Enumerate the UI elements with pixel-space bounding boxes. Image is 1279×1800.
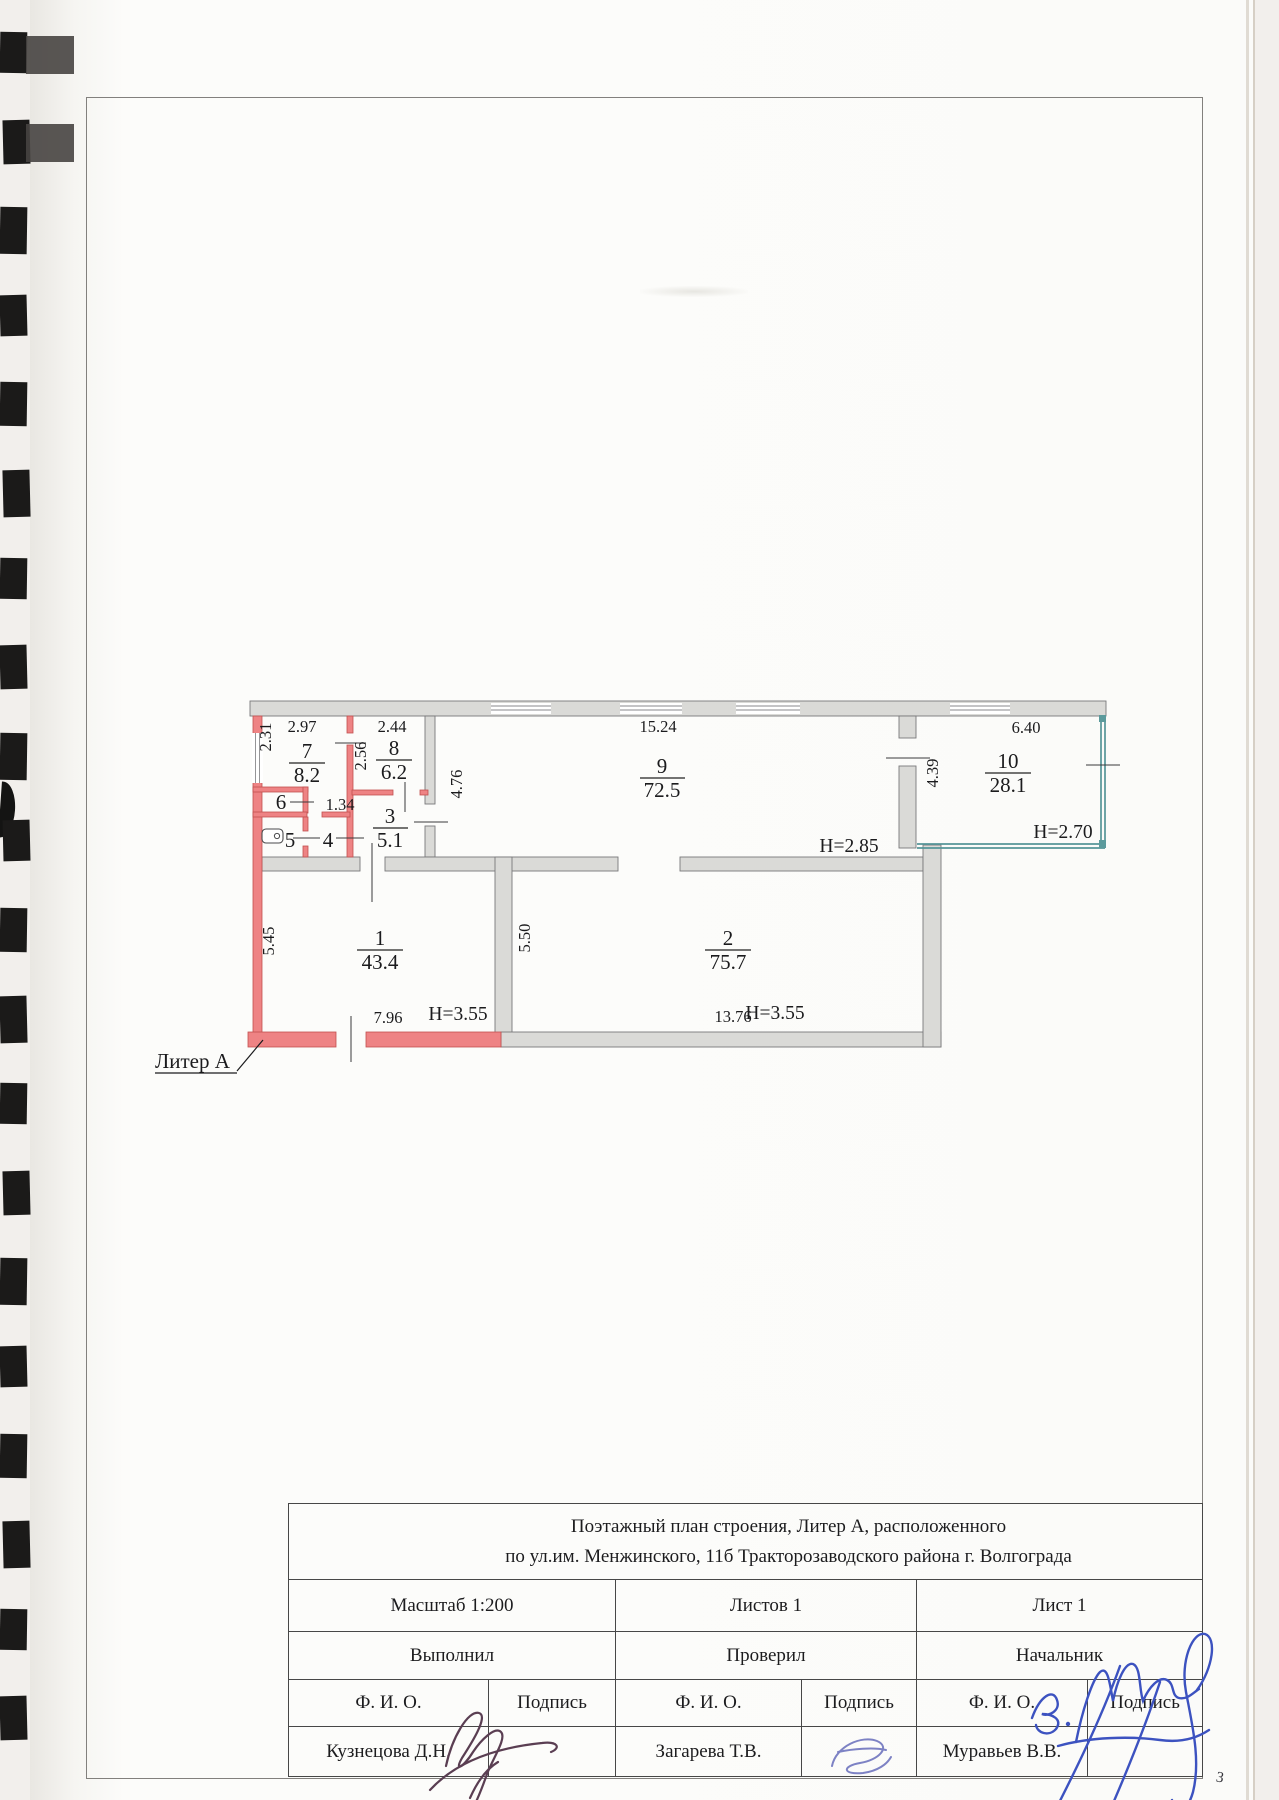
svg-text:9: 9 [656,754,668,778]
binder-hole-shadow [26,36,74,74]
title-cell [289,1504,1202,1579]
room-label-3 [373,804,408,852]
dim-room9-height: 4.76 [447,769,466,799]
room-label-9 [640,754,685,802]
dim-room1-height: 5.45 [259,926,278,956]
height-room1: Н=3.55 [428,1004,488,1025]
svg-text:28.1: 28.1 [989,773,1027,797]
walls-gray [250,701,1106,1047]
cell-sign-header-3: Подпись [1087,1680,1202,1726]
cell-sign-header-1: Подпись [488,1680,615,1726]
cell-sign-header-2: Подпись [801,1680,916,1726]
room-label-4: 4 [322,828,334,852]
svg-text:5.1: 5.1 [376,828,404,852]
svg-text:1: 1 [374,926,386,950]
binder-hole-mark [0,1258,27,1305]
svg-text:10: 10 [997,749,1019,773]
binder-hole-mark [0,995,28,1043]
cell-name-chief: Муравьев В.В. [916,1727,1087,1776]
paper-edge-line [1246,0,1249,1800]
cell-signature-chief [1087,1727,1202,1776]
svg-text:8.2: 8.2 [293,763,321,787]
dim-room8-height: 2.56 [351,741,370,771]
cell-role-executed: Выполнил [409,1644,495,1666]
svg-text:8: 8 [388,736,400,760]
binder-hole-mark [0,207,27,254]
litera-label: Литер А [155,1049,230,1073]
binder-hole-shadow [26,124,74,162]
cell-signature-executed [488,1727,615,1776]
room-label-1 [357,926,403,974]
binder-hole-mark [2,470,30,518]
cell-role-checked: Проверил [615,1632,916,1679]
paper-edge-line [1253,0,1255,1800]
floor-plan-drawing [140,660,1220,1100]
svg-text:43.4: 43.4 [361,950,399,974]
litera-callout [155,1040,263,1073]
binder-hole-mark [0,382,27,426]
cell-signature-checked [801,1727,916,1776]
binder-hole-mark [0,1346,27,1388]
dim-room8-width: 2.44 [377,717,407,736]
room-label-8 [376,736,412,784]
binder-strip [0,0,80,1800]
svg-text:3: 3 [384,804,396,828]
dim-room2-width: 13.76 [714,1007,752,1026]
svg-text:2: 2 [722,926,734,950]
binder-hole-mark [0,645,28,690]
binder-hole-mark [0,908,27,952]
cell-name-executed: Кузнецова Д.Н. [326,1740,451,1762]
binder-hole-mark [0,1609,27,1650]
binder-hole-mark [0,557,27,598]
svg-text:75.7: 75.7 [709,950,747,974]
binder-hole-mark [2,1521,30,1569]
cell-name-checked: Загарева Т.В. [615,1727,801,1776]
dim-room1-width: 7.96 [373,1008,403,1027]
room-label-2 [705,926,751,974]
binder-hole-mark [0,1433,27,1477]
room-label-5: 5 [284,828,296,852]
cell-scale: Масштаб 1:200 [390,1594,514,1616]
toilet-icon [262,829,283,843]
page-number: 3 [1214,1769,1225,1787]
binder-hole-mark [2,1170,30,1215]
dim-room10-height: 4.39 [923,758,942,788]
cell-fio-header-2: Ф. И. О. [615,1680,801,1726]
binder-hole-mark [0,32,27,73]
binder-hole-mark [0,1696,28,1741]
svg-text:72.5: 72.5 [643,778,681,802]
title-block-table [288,1503,1203,1777]
height-room10: Н=2.70 [1033,822,1093,843]
dim-room7-width: 2.97 [287,717,317,736]
svg-text:6.2: 6.2 [380,760,408,784]
walls-red [248,716,501,1047]
height-room2: Н=3.55 [745,1003,805,1024]
scan-smudge [640,286,748,297]
room-label-10 [985,749,1031,797]
cell-sheet: Лист 1 [916,1580,1202,1631]
binder-hole-mark [0,733,27,780]
dim-passage: 1.34 [325,795,355,814]
binder-hole-mark [0,1083,27,1124]
binder-hole-mark [3,820,31,862]
svg-text:7: 7 [301,739,313,763]
cell-sheets: Листов 1 [615,1580,916,1631]
room-label-7 [289,739,325,787]
cell-role-chief: Начальник [916,1632,1202,1679]
dim-room2-height: 5.50 [515,923,534,953]
dim-room10-width: 6.40 [1011,718,1041,737]
dim-room7-height: 2.31 [256,722,275,752]
cell-fio-header-1: Ф. И. О. [355,1692,422,1713]
room-label-6: 6 [275,790,287,814]
cell-fio-header-3: Ф. И. О. [916,1680,1087,1726]
dim-room9-width: 15.24 [639,717,677,736]
title-line2: по ул.им. Менжинского, 11б Тракторозаводского района г. Волгограда [505,1545,1072,1567]
height-room9: Н=2.85 [819,836,879,857]
title-line1: Поэтажный план строения, Литер А, расположенного [570,1515,1007,1537]
binder-hole-mark [0,294,27,336]
